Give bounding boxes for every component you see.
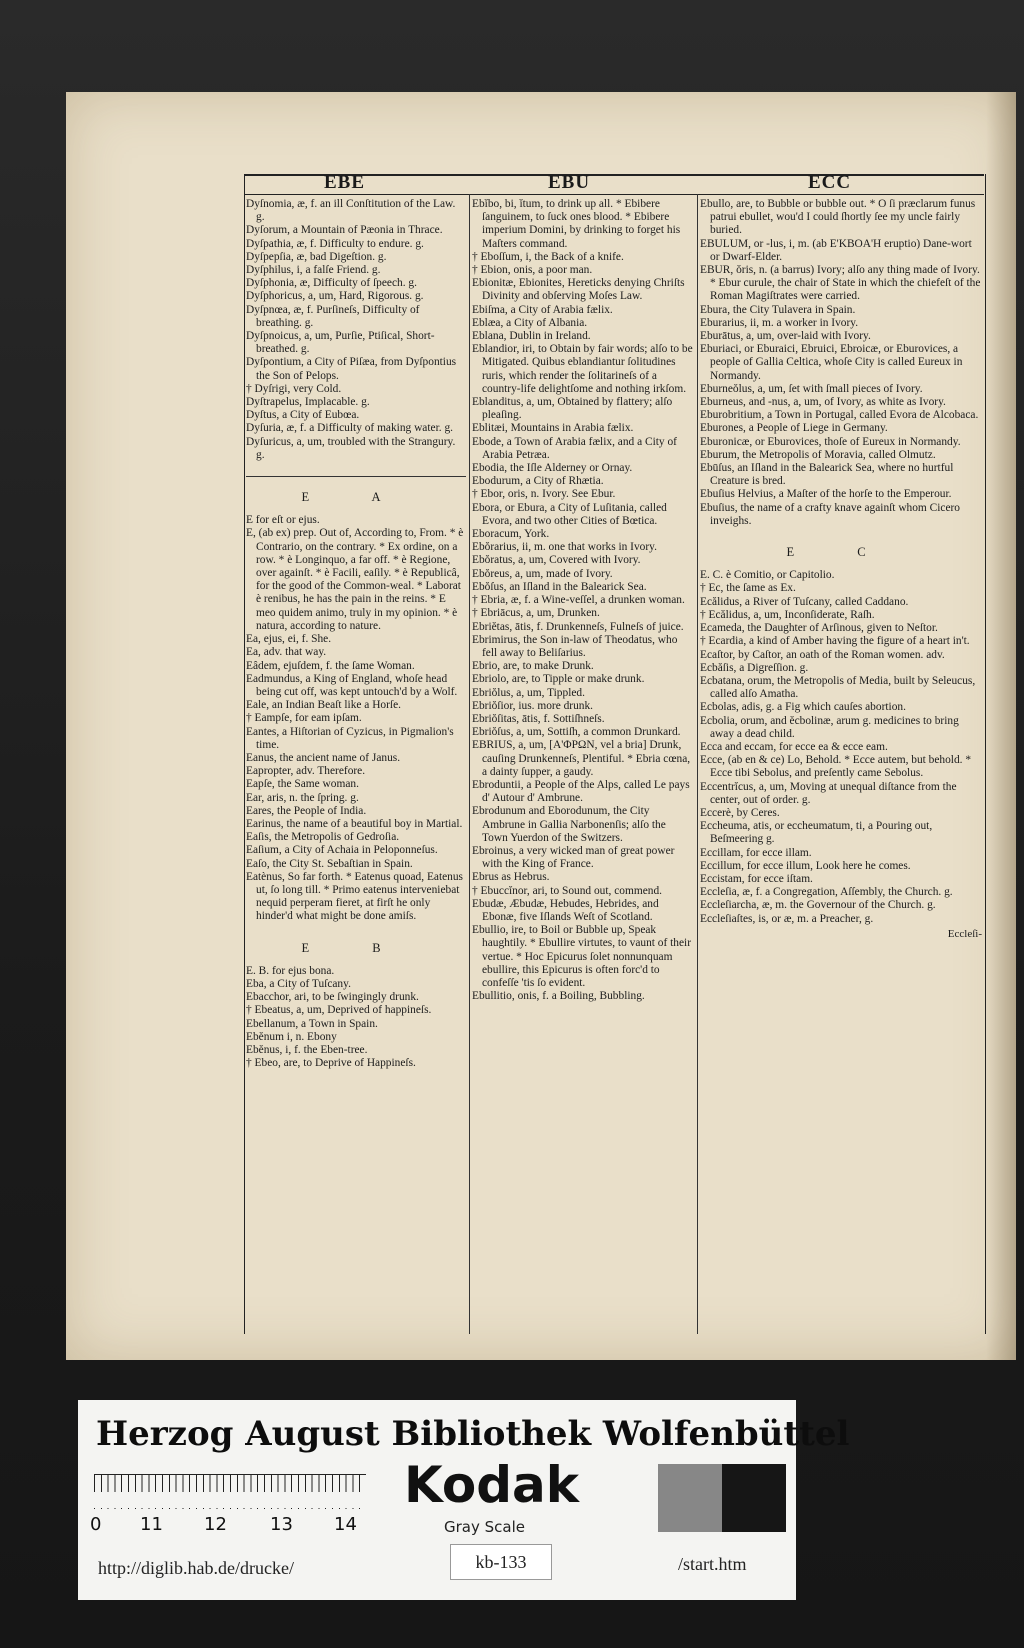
dictionary-entry: Eburobritium, a Town in Portugal, called Evora de Alcobaca.	[700, 409, 979, 422]
dictionary-entry: Ebrio, are, to make Drunk.	[472, 660, 594, 673]
dictionary-entry: † Ebria, æ, f. a Wine-veſſel, a drunken woman.	[472, 594, 685, 607]
dictionary-entry: Eburarius, ii, m. a worker in Ivory.	[700, 316, 859, 329]
dictionary-entry: Eccheuma, atis, or eccheumatum, ti, a Pouring out, Beſmeering g.	[700, 820, 933, 846]
dictionary-entry: Ebudæ, Æbudæ, Hebudes, Hebrides, and Ebonæ, five Iſlands Weſt of Scotland.	[472, 897, 659, 923]
shelf-code: kb-133	[450, 1544, 552, 1580]
dictionary-entry: Eccleſia, æ, f. a Congregation, Aſſembly, the Church. g.	[700, 886, 953, 899]
dictionary-entry: Eatènus, So far forth. * Eatenus quoad, Eatenus ut, ſo long till. * Primo eatenus interveniebat nequid perperam fieret, at firſt he only hinder'd what might be done amiſs.	[246, 870, 463, 923]
dictionary-entry: Ebĭbo, bi, ĭtum, to drink up all. * Ebibere ſanguinem, to ſuck ones blood. * Ebibere imperium Domini, by drinking to forget his Maſters command.	[472, 198, 681, 250]
dictionary-entry: Eccillam, for ecce illam.	[700, 846, 812, 859]
dictionary-entry: Eanus, the ancient name of Janus.	[246, 751, 401, 764]
dictionary-entry: Dyſpathia, æ, f. Difficulty to endure. g.	[246, 237, 424, 250]
right-entries	[700, 198, 982, 528]
dictionary-entry: Eblæa, a City of Albania.	[472, 316, 588, 329]
ruler-label-12: 12	[204, 1514, 227, 1535]
dictionary-entry: Dyſtus, a City of Eubœa.	[246, 409, 360, 422]
dictionary-entry: Ecameda, the Daughter of Arſinous, given to Neſtor.	[700, 622, 938, 635]
start-page-url[interactable]: /start.htm	[678, 1554, 747, 1574]
dictionary-entry: † Dyſrigi, very Cold.	[246, 382, 342, 395]
dictionary-entry: Eccleſiarcha, æ, m. the Governour of the Church. g.	[700, 899, 936, 912]
left-entries-ea	[246, 514, 466, 923]
dictionary-entry: † Eboſſum, i, the Back of a knife.	[472, 250, 624, 263]
dictionary-entry: Eburātus, a, um, over-laid with Ivory.	[700, 330, 871, 343]
dictionary-entry: Dyſorum, a Mountain of Pæonia in Thrace.	[246, 224, 443, 237]
dictionary-entry: Eâdem, ejuſdem, f. the ſame Woman.	[246, 659, 415, 672]
dictionary-entry: Eapropter, adv. Therefore.	[246, 765, 366, 778]
dictionary-entry: Dyſphoricus, a, um, Hard, Rigorous. g.	[246, 290, 424, 303]
dictionary-entry: Ebŏrarius, ii, m. one that works in Ivory.	[472, 541, 657, 554]
dictionary-entry: Dyſpnoicus, a, um, Purſie, Ptiſical, Short-breathed. g.	[246, 330, 435, 356]
ruler-label-0: 0	[90, 1514, 102, 1535]
dictionary-entry: Dyſtrapelus, Implacable. g.	[246, 396, 370, 409]
dictionary-entry: Eale, an Indian Beaſt like a Horſe.	[246, 699, 401, 712]
headword-middle: EBU	[548, 172, 591, 193]
dictionary-entry: Ecălidus, a River of Tuſcany, called Caddano.	[700, 595, 909, 608]
dictionary-entry: Ebŏratus, a, um, Covered with Ivory.	[472, 554, 641, 567]
library-name: Herzog August Bibliothek Wolfenbüttel	[96, 1414, 850, 1454]
dictionary-entry: Earinus, the name of a beautiful boy in Martial.	[246, 817, 463, 830]
dictionary-entry: Dyſphilus, i, a falſe Friend. g.	[246, 264, 381, 277]
dictionary-entry: Eaſium, a City of Achaia in Peloponneſus.	[246, 844, 438, 857]
dictionary-entry: Eccleſiaſtes, is, or æ, m. a Preacher, g.	[700, 912, 874, 925]
dictionary-entry: † Ebeatus, a, um, Deprived of happineſs.	[246, 1004, 432, 1017]
dictionary-entry: Dyſpepſia, æ, bad Digeſtion. g.	[246, 250, 387, 263]
dictionary-entry: Eblitæi, Mountains in Arabia fælix.	[472, 422, 634, 435]
dictionary-entry: Dyſuria, æ, f. a Difficulty of making water. g.	[246, 422, 453, 435]
dictionary-entry: Ebĕnus, i, f. the Eben-tree.	[246, 1043, 368, 1056]
left-entries-eb	[246, 965, 466, 1071]
dictionary-entry: Eburiaci, or Eburaici, Ebruici, Ebroicæ, or Eburovices, a people of Gallia Celtica, whoſe City is called Eureux in Normandy.	[700, 343, 963, 382]
digital-library-url[interactable]: http://diglib.hab.de/drucke/	[98, 1558, 294, 1578]
dictionary-entry: Eapſe, the Same woman.	[246, 778, 359, 791]
ruler-label-11: 11	[140, 1514, 163, 1535]
dictionary-entry: Ecbolas, adis, g. a Fig which cauſes abortion.	[700, 701, 906, 714]
dictionary-entry: Dyſpnœa, æ, f. Purſineſs, Difficulty of breathing. g.	[246, 303, 420, 329]
dictionary-entry: Eccentrĭcus, a, um, Moving at unequal diſtance from the center, out of order. g.	[700, 780, 957, 806]
dictionary-entry: † Ec, the ſame as Ex.	[700, 582, 796, 595]
column-divider-1	[469, 194, 470, 1334]
dictionary-entry: Ea, adv. that way.	[246, 646, 327, 659]
dictionary-entry: † Ecardia, a kind of Amber having the figure of a heart in't.	[700, 635, 970, 648]
dictionary-page	[66, 92, 1016, 1360]
dictionary-entry: Eantes, a Hiſtorian of Cyzicus, in Pigmalion's time.	[246, 725, 454, 751]
section-heading-eb: E B	[301, 940, 411, 955]
right-column	[700, 198, 982, 1334]
dictionary-entry: Ebriŏſus, a, um, Sottiſh, a common Drunkard.	[472, 726, 681, 739]
middle-column	[472, 198, 694, 1334]
dictionary-entry: Ear, aris, n. the ſpring. g.	[246, 791, 359, 804]
dictionary-entry: Ebrus as Hebrus.	[472, 871, 550, 884]
dictionary-entry: Ebrimirus, the Son in-law of Theodatus, who fell away to Beliſarius.	[472, 633, 678, 659]
dictionary-entry: Eblanditus, a, um, Obtained by flattery; alſo pleaſing.	[472, 396, 673, 422]
dictionary-entry: Ebiſma, a City of Arabia fælix.	[472, 303, 613, 316]
dictionary-entry: Ebullitio, onis, f. a Boiling, Bubbling.	[472, 990, 645, 1003]
ruler-label-13: 13	[270, 1514, 293, 1535]
dictionary-entry: EBRIUS, a, um, [Α'ΦΡΩΝ, vel a bria] Drunk, cauſing Drunkenneſs, Plentiful. * Ebria cœna, a dainty ſupper, a gaudy.	[472, 739, 691, 778]
dictionary-entry: E. B. for ejus bona.	[246, 964, 335, 977]
dictionary-entry: Ebriŏſior, ius. more drunk.	[472, 699, 594, 712]
dictionary-entry: Eaſo, the City St. Sebaſtian in Spain.	[246, 857, 413, 870]
dictionary-entry: Ebĕnum i, n. Ebony	[246, 1030, 337, 1043]
headword-right: ECC	[808, 172, 852, 193]
dictionary-entry: Eblandior, iri, to Obtain by fair words; alſo to be Mitigated. Quibus eblandiantur ſolitudines ruris, which render the ſolitarineſs of a country-life delightſome and nothing irkſom.	[472, 343, 693, 395]
dictionary-entry: Eboracum, York.	[472, 528, 550, 541]
dictionary-entry: Eblana, Dublin in Ireland.	[472, 330, 591, 343]
dictionary-entry: Ea, ejus, ei, f. She.	[246, 633, 332, 646]
dictionary-entry: Eccillum, for ecce illum, Look here he comes.	[700, 859, 911, 872]
dictionary-entry: Ebuſius Helvius, a Maſter of the horſe to the Emperour.	[700, 488, 952, 501]
column-divider-2	[697, 194, 698, 1334]
dictionary-entry: EBULUM, or -lus, i, m. (ab E'KBOA'H eruptio) Dane-wort or Dwarf-Elder.	[700, 237, 972, 263]
dictionary-entry: Eburones, a People of Liege in Germany.	[700, 422, 888, 435]
dictionary-entry: Eccistam, for ecce iſtam.	[700, 872, 813, 885]
dictionary-entry: Ebroduntii, a People of the Alps, called Le pays d' Autour d' Ambrune.	[472, 778, 690, 805]
dictionary-entry: † Ebriācus, a, um, Drunken.	[472, 607, 600, 620]
catchword: Eccleſi-	[947, 927, 982, 940]
headword-left: EBE	[324, 172, 366, 193]
dictionary-entry: Eccerè, by Ceres.	[700, 806, 780, 819]
dictionary-entry: Ecca and eccam, for ecce ea & ecce eam.	[700, 740, 888, 753]
dictionary-entry: Ecbăſis, a Digreſſion. g.	[700, 661, 809, 674]
gray-patch-mid	[658, 1464, 722, 1532]
left-entries	[246, 198, 466, 462]
dictionary-entry: Eburonicæ, or Eburovices, thoſe of Eureux in Normandy.	[700, 435, 961, 448]
dictionary-entry: Ebŏſus, an Iſland in the Balearick Sea.	[472, 580, 647, 593]
dictionary-entry: Ebullio, ire, to Boil or Bubble up, Speak haughtily. * Ebullire virtutes, to vaunt of their vertue. * Hoc Epicurus ſolet nonnunquam ebullire, this Epicurus is often forc'd to confeſſe 'tis ſo evident.	[472, 924, 691, 989]
dictionary-entry: Ebŏreus, a, um, made of Ivory.	[472, 567, 613, 580]
left-column	[246, 198, 466, 1334]
dictionary-entry: E, (ab ex) prep. Out of, According to, From. * è Contrario, on the contrary. * Ex ordine, on a row. * è Longinquo, a far off. * è Regione, over againſt. * è Facili, eaſily. * è Republicâ, for the good of the Common-weal. * Laborat è renibus, he has the pain in the reins. * E meo quidem animo, truly in my opinion. * è natura, according to nature.	[246, 527, 464, 632]
dictionary-entry: † Ebion, onis, a poor man.	[472, 264, 593, 277]
dictionary-entry: Ebura, the City Tulavera in Spain.	[700, 303, 856, 316]
dictionary-entry: † Ebeo, are, to Deprive of Happineſs.	[246, 1057, 416, 1070]
dictionary-entry: Eburum, the Metropolis of Moravia, called Olmutz.	[700, 448, 936, 461]
dictionary-entry: Ebūſus, an Iſland in the Balearick Sea, where no hurtful Creature is bred.	[700, 462, 954, 488]
dictionary-entry: Dyſuricus, a, um, troubled with the Strangury. g.	[246, 435, 456, 461]
dictionary-entry: Ebora, or Ebura, a City of Luſitania, called Evora, and two other Cities of Bœtica.	[472, 501, 667, 527]
dictionary-entry: Ebriŏlus, a, um, Tippled.	[472, 686, 585, 699]
dictionary-entry: Eares, the People of India.	[246, 804, 367, 817]
dictionary-entry: † Ebor, oris, n. Ivory. See Ebur.	[472, 488, 616, 501]
dictionary-entry: Ecce, (ab en & ce) Lo, Behold. * Ecce autem, but behold. * Ecce tibi Sebolus, and preſently came Sebolus.	[700, 754, 972, 780]
section-heading-ea: E A	[246, 476, 466, 504]
dictionary-entry: Eba, a City of Tuſcany.	[246, 977, 351, 990]
dictionary-entry: Ebacchor, ari, to be ſwingingly drunk.	[246, 991, 419, 1004]
dictionary-entry: Ebodia, the Iſle Alderney or Ornay.	[472, 462, 633, 475]
dictionary-entry: † Eampſe, for eam ipſam.	[246, 712, 362, 725]
dictionary-entry: Ebriŏſitas, ātis, f. Sottiſhneſs.	[472, 712, 605, 725]
dictionary-entry: E for eſt or ejus.	[246, 514, 320, 527]
dictionary-entry: EBUR, ŏris, n. (a barrus) Ivory; alſo any thing made of Ivory. * Ebur curule, the chair of State in which the chiefeſt of the Roman Magiſtrates were carried.	[700, 264, 981, 303]
middle-entries	[472, 198, 694, 1003]
library-target-card	[78, 1400, 850, 1600]
dictionary-entry: † Ecălidus, a, um, Inconſiderate, Raſh.	[700, 608, 875, 621]
dictionary-entry: Ecbolia, orum, and ĕcbolinæ, arum g. medicines to bring away a dead child.	[700, 714, 959, 740]
dictionary-entry: Ecaſtor, by Caſtor, an oath of the Roman women. adv.	[700, 648, 945, 661]
dictionary-entry: Dyſnomia, æ, f. an ill Conſtitution of the Law. g.	[246, 198, 456, 224]
kodak-logo: Kodak	[404, 1456, 579, 1514]
dictionary-entry: Ebriolo, are, to Tipple or make drunk.	[472, 673, 645, 686]
dictionary-entry: Eburneus, and -nus, a, um, of Ivory, as white as Ivory.	[700, 396, 946, 409]
dictionary-entry: Dyſphonia, æ, Difficulty of ſpeech. g.	[246, 277, 417, 290]
dictionary-entry: Ebellanum, a Town in Spain.	[246, 1017, 378, 1030]
dictionary-entry: Eaſis, the Metropolis of Gedroſia.	[246, 831, 400, 844]
gray-scale-label: Gray Scale	[444, 1518, 525, 1536]
ruler-label-14: 14	[334, 1514, 357, 1535]
dictionary-entry: Ebriĕtas, ātis, f. Drunkenneſs, Fulneſs of juice.	[472, 620, 684, 633]
right-entries-ec	[700, 569, 982, 925]
dictionary-entry: Ebrodunum and Eborodunum, the City Ambrune in Gallia Narbonenſis; alſo the Town Yuerdon of the Switzers.	[472, 805, 666, 844]
dictionary-entry: Eburneŏlus, a, um, ſet with ſmall pieces of Ivory.	[700, 382, 923, 395]
gray-patch-dark	[722, 1464, 786, 1532]
dictionary-entry: Ebode, a Town of Arabia fælix, and a City of Arabia Petræa.	[472, 435, 677, 461]
dictionary-entry: † Ebuccĭnor, ari, to Sound out, commend.	[472, 884, 662, 897]
section-heading-ec: E C	[786, 545, 896, 560]
dictionary-entry: E. C. è Comitio, or Capitolio.	[700, 569, 835, 582]
dictionary-entry: Ebroinus, a very wicked man of great power with the King of France.	[472, 844, 675, 871]
dictionary-entry: Ecbatana, orum, the Metropolis of Media, built by Seleucus, called alſo Amatha.	[700, 674, 976, 701]
dictionary-entry: Ebuſius, the name of a crafty knave againſt whom Cicero inveighs.	[700, 501, 960, 527]
dictionary-entry: Ebullo, are, to Bubble or bubble out. * O ſi præclarum funus patrui ebullet, wou'd I could ſhortly ſee my uncle fairly buried.	[700, 198, 976, 237]
dictionary-entry: Ebionitæ, Ebionites, Hereticks denying Chriſts Divinity and obſerving Moſes Law.	[472, 277, 685, 303]
dictionary-entry: Ebodurum, a City of Rhætia.	[472, 475, 604, 488]
dictionary-entry: Eadmundus, a King of England, whoſe head being cut off, was kept untouch'd by a Wolf.	[246, 672, 458, 698]
dictionary-entry: Dyſpontium, a City of Piſæa, from Dyſpontius the Son of Pelops.	[246, 356, 457, 382]
ruler-mask	[94, 1492, 366, 1508]
